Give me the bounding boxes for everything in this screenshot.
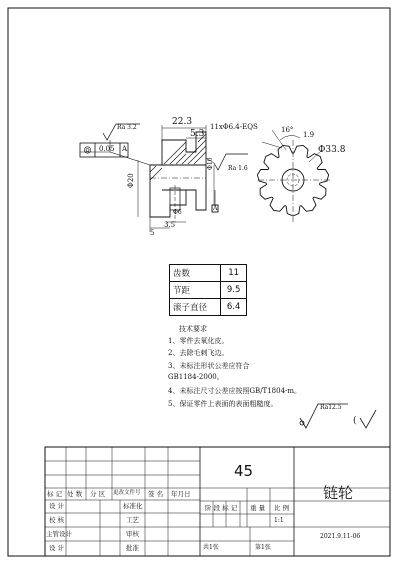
tolerance-datum: A xyxy=(122,145,128,153)
note-item: 5、保证零件上表面的表面粗糙度。 xyxy=(168,400,278,408)
param-value: 9.5 xyxy=(221,282,247,299)
note-item: GB1184-2000。 xyxy=(168,373,224,381)
section-view xyxy=(80,124,248,232)
material-value: 45 xyxy=(234,462,254,480)
header-biaoji: 标 记 xyxy=(47,490,63,498)
param-name: 节距 xyxy=(170,282,221,299)
role-gongyi: 工艺 xyxy=(126,516,139,524)
header-gengai: 更改文件号 xyxy=(113,490,141,496)
param-name: 滚子直径 xyxy=(170,299,221,316)
dim-3-5: 3.5 xyxy=(164,221,176,229)
param-value: 11 xyxy=(221,265,247,282)
dim-10: Φ10 xyxy=(207,157,214,170)
drawing-date: 2021.9.11-06 xyxy=(320,533,361,540)
role-sheji: 设 计 xyxy=(49,502,65,510)
table-row xyxy=(170,282,247,299)
header-fenqu: 分 区 xyxy=(90,490,106,498)
sheets-total: 共1张 xyxy=(203,544,219,551)
param-name: 齿数 xyxy=(170,265,221,282)
param-value: 6.4 xyxy=(221,299,247,316)
roughness-3-2: Ra 3.2 xyxy=(117,124,137,131)
header-chushu: 处 数 xyxy=(67,490,83,498)
dim-22-3: 22.3 xyxy=(172,117,193,127)
weight-label: 重 量 xyxy=(250,504,266,512)
role-zhuguan: 主管设计 xyxy=(46,530,72,538)
role-jiaohe: 校 核 xyxy=(49,516,65,524)
part-name: 链轮 xyxy=(323,484,354,502)
role-shenhe: 审核 xyxy=(126,530,139,538)
table-row xyxy=(170,299,247,316)
note-item: 3、未标注形状公差应符合 xyxy=(168,362,250,370)
dim-6: Φ6 xyxy=(173,209,182,216)
notes-title: 技术要求 xyxy=(179,325,207,333)
dim-5: 5 xyxy=(150,229,155,237)
note-item: 2、去除毛刺飞边。 xyxy=(168,349,229,357)
sprocket-front-view xyxy=(257,130,330,222)
scale-value: 1:1 xyxy=(274,517,284,524)
role-biaozhunhua: 标准化 xyxy=(123,502,143,510)
header-nianyueri: 年月日 xyxy=(171,490,191,498)
sheet-number: 第1张 xyxy=(255,544,271,551)
sprocket-parameter-table xyxy=(169,264,247,316)
role-pizhun: 批准 xyxy=(126,544,139,552)
dim-20: Φ20 xyxy=(127,173,135,188)
roughness-1-6: Ra 1.6 xyxy=(228,165,248,172)
tolerance-value: 0.05 xyxy=(99,145,115,153)
scale-label: 比 例 xyxy=(274,504,290,512)
dim-5-3: 5.3 xyxy=(190,129,205,139)
dim-1-9: 1.9 xyxy=(303,131,315,139)
dim-11x64: 11xΦ6.4-EQS xyxy=(210,123,258,131)
stage-label: 阶 段 标 记 xyxy=(205,504,238,512)
table-row xyxy=(170,265,247,282)
roughness-12-5: Ra12.5 xyxy=(320,404,342,411)
note-item: 4、未标注尺寸公差应按照GB/T1804-m。 xyxy=(168,387,302,395)
header-qianming: 签 名 xyxy=(148,490,164,498)
dim-16deg: 16° xyxy=(281,126,294,134)
roughness-bracket: ( xyxy=(353,416,357,426)
role-sheji2: 设 计 xyxy=(49,544,65,552)
note-item: 1、零件去氧化皮。 xyxy=(168,337,229,345)
datum-label: A xyxy=(213,205,218,212)
dim-33-8: Φ33.8 xyxy=(318,145,346,155)
